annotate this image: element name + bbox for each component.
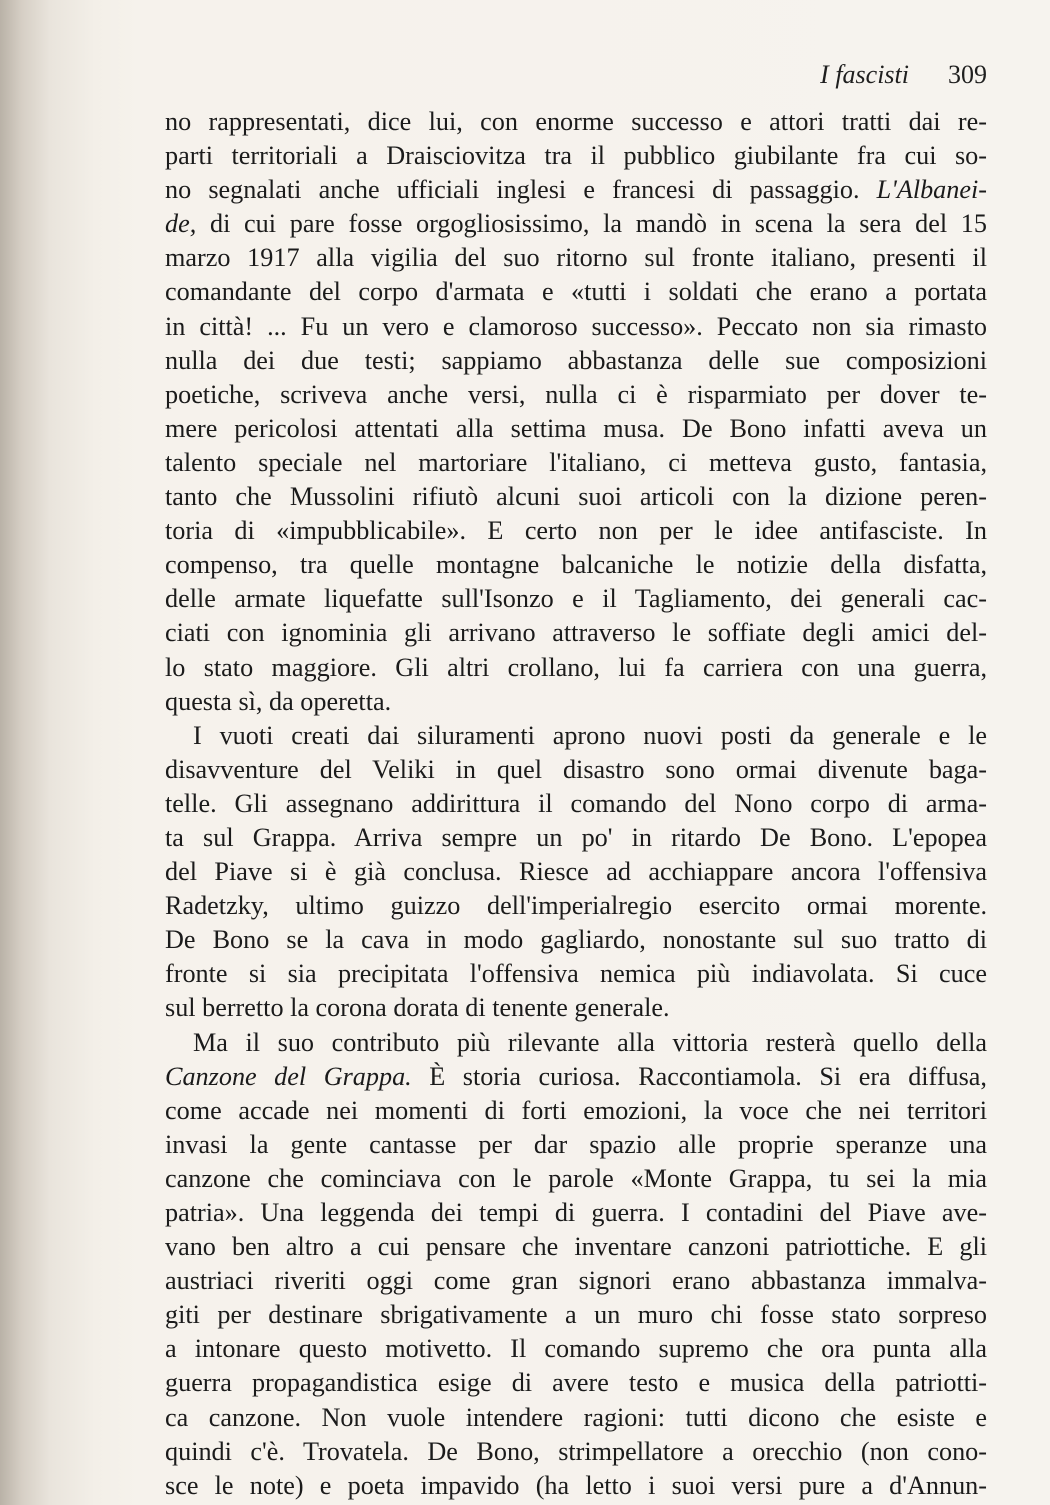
text-line bbox=[165, 1298, 987, 1332]
text-line bbox=[165, 685, 987, 719]
text-line bbox=[165, 173, 987, 207]
line-text: giti per destinare sbrigativamente a un muro chi fosse stato sorpreso bbox=[165, 1300, 987, 1330]
text-line bbox=[165, 582, 987, 616]
text-line bbox=[165, 889, 987, 923]
text-line bbox=[165, 1162, 987, 1196]
text-line bbox=[165, 480, 987, 514]
line-text: Radetzky, ultimo guizzo dell'imperialregio esercito ormai morente. bbox=[165, 891, 987, 921]
line-text: patria». Una leggenda dei tempi di guerra. I contadini del Piave ave- bbox=[165, 1198, 987, 1227]
text-line bbox=[165, 1264, 987, 1298]
text-line bbox=[165, 1060, 987, 1094]
line-text: come accade nei momenti di forti emozioni, la voce che nei territori bbox=[165, 1095, 987, 1125]
line-text: delle armate liquefatte sull'Isonzo e il Tagliamento, dei generali cac- bbox=[165, 584, 987, 614]
line-text: vano ben altro a cui pensare che inventare canzoni patriottiche. E gli bbox=[165, 1232, 987, 1262]
line-text: ciati con ignominia gli arrivano attraverso le soffiate degli amici del- bbox=[165, 618, 987, 648]
text-line bbox=[165, 1094, 987, 1128]
line-text: De Bono se la cava in modo gagliardo, nonostante sul suo tratto di bbox=[165, 925, 987, 955]
chapter-title: I fascisti bbox=[820, 60, 909, 89]
line-text: lo stato maggiore. Gli altri crollano, lui fa carriera con una guerra, bbox=[165, 652, 987, 682]
text-line bbox=[165, 1196, 987, 1230]
page-number: 309 bbox=[948, 60, 987, 89]
text-line bbox=[165, 548, 987, 582]
line-text: poetiche, scriveva anche versi, nulla ci è risparmiato per dover te- bbox=[165, 379, 987, 409]
line-text: comandante del corpo d'armata e «tutti i soldati che erano a portata bbox=[165, 277, 987, 307]
line-text: Ma il suo contributo più rilevante alla vittoria resterà quello della bbox=[193, 1027, 987, 1057]
text-line bbox=[165, 241, 987, 275]
text-line bbox=[165, 957, 987, 991]
paragraph bbox=[165, 719, 987, 1026]
line-text: tanto che Mussolini rifiutò alcuni suoi articoli con la dizione peren- bbox=[165, 482, 987, 512]
line-text: fronte si sia precipitata l'offensiva nemica più indiavolata. Si cuce bbox=[165, 959, 987, 989]
text-line bbox=[165, 753, 987, 787]
line-text: a intonare questo motivetto. Il comando supremo che ora punta alla bbox=[165, 1334, 987, 1364]
line-text: sce le note) e poeta impavido (ha letto i suoi versi pure a d'Annun- bbox=[165, 1470, 987, 1500]
text-line bbox=[165, 1435, 987, 1469]
line-text: invasi la gente cantasse per dar spazio alle proprie speranze una bbox=[165, 1129, 987, 1159]
text-line bbox=[165, 139, 987, 173]
text-line bbox=[165, 1469, 987, 1503]
line-text: È storia curiosa. Raccontiamola. Si era diffusa, bbox=[411, 1061, 987, 1091]
line-text: quindi c'è. Trovatela. De Bono, strimpellatore a orecchio (non cono- bbox=[165, 1436, 987, 1466]
line-text: no segnalati anche ufficiali inglesi e francesi di passaggio. bbox=[165, 175, 877, 205]
paragraph bbox=[165, 1026, 987, 1503]
text-line bbox=[165, 1401, 987, 1435]
line-text: austriaci riveriti oggi come gran signori erano abbastanza immalva- bbox=[165, 1266, 987, 1296]
text-line bbox=[165, 1332, 987, 1366]
text-line bbox=[165, 275, 987, 309]
line-text: del Piave si è già conclusa. Riesce ad acchiappare ancora l'offensiva bbox=[165, 857, 987, 887]
text-line bbox=[165, 991, 987, 1025]
text-line bbox=[165, 923, 987, 957]
line-text: sul berretto la corona dorata di tenente generale. bbox=[165, 993, 670, 1023]
text-line bbox=[165, 310, 987, 344]
line-text: in città! ... Fu un vero e clamoroso successo». Peccato non sia rimasto bbox=[165, 311, 987, 341]
text-line bbox=[165, 378, 987, 412]
line-text: talento speciale nel martoriare l'italiano, ci metteva gusto, fantasia, bbox=[165, 447, 987, 477]
paragraph bbox=[165, 105, 987, 719]
line-text: nulla dei due testi; sappiamo abbastanza delle sue composizioni bbox=[165, 345, 987, 375]
text-line bbox=[165, 446, 987, 480]
text-line bbox=[165, 344, 987, 378]
text-line bbox=[165, 787, 987, 821]
italic-title: L'Albanei- bbox=[876, 175, 987, 205]
line-text: mere pericolosi attentati alla settima musa. De Bono infatti aveva un bbox=[165, 413, 987, 443]
line-text: ca canzone. Non vuole intendere ragioni: tutti dicono che esiste e bbox=[165, 1402, 987, 1432]
line-text: toria di «impubblicabile». E certo non per le idee antifasciste. In bbox=[165, 516, 987, 546]
text-line bbox=[165, 412, 987, 446]
line-text: telle. Gli assegnano addirittura il comando del Nono corpo di arma- bbox=[165, 788, 987, 818]
line-text: compenso, tra quelle montagne balcaniche le notizie della disfatta, bbox=[165, 550, 987, 580]
text-line bbox=[165, 1128, 987, 1162]
line-text: canzone che cominciava con le parole «Monte Grappa, tu sei la mia bbox=[165, 1163, 987, 1193]
text-line bbox=[165, 207, 987, 241]
text-line bbox=[165, 616, 987, 650]
italic-title: de, bbox=[165, 209, 197, 239]
text-line bbox=[165, 514, 987, 548]
running-head bbox=[165, 60, 987, 90]
line-text: I vuoti creati dai siluramenti aprono nuovi posti da generale e le bbox=[193, 720, 987, 750]
body-text bbox=[165, 105, 987, 1503]
line-text: no rappresentati, dice lui, con enorme successo e attori tratti dai re- bbox=[165, 107, 987, 136]
text-line bbox=[165, 1230, 987, 1264]
line-text: di cui pare fosse orgogliosissimo, la mandò in scena la sera del 15 bbox=[196, 209, 987, 239]
line-text: guerra propagandistica esige di avere testo e musica della patriotti- bbox=[165, 1368, 987, 1398]
text-line bbox=[165, 1026, 987, 1060]
line-text: parti territoriali a Draisciovitza tra il pubblico giubilante fra cui so- bbox=[165, 141, 987, 171]
line-text: marzo 1917 alla vigilia del suo ritorno sul fronte italiano, presenti il bbox=[165, 243, 987, 273]
text-line bbox=[165, 855, 987, 889]
text-line bbox=[165, 105, 987, 139]
text-line bbox=[165, 821, 987, 855]
line-text: questa sì, da operetta. bbox=[165, 686, 392, 716]
text-line bbox=[165, 719, 987, 753]
line-text: disavventure del Veliki in quel disastro sono ormai divenute baga- bbox=[165, 754, 987, 784]
text-line bbox=[165, 1366, 987, 1400]
text-line bbox=[165, 651, 987, 685]
italic-title: Canzone del Grappa. bbox=[165, 1061, 412, 1091]
line-text: ta sul Grappa. Arriva sempre un po' in ritardo De Bono. L'epopea bbox=[165, 822, 987, 852]
